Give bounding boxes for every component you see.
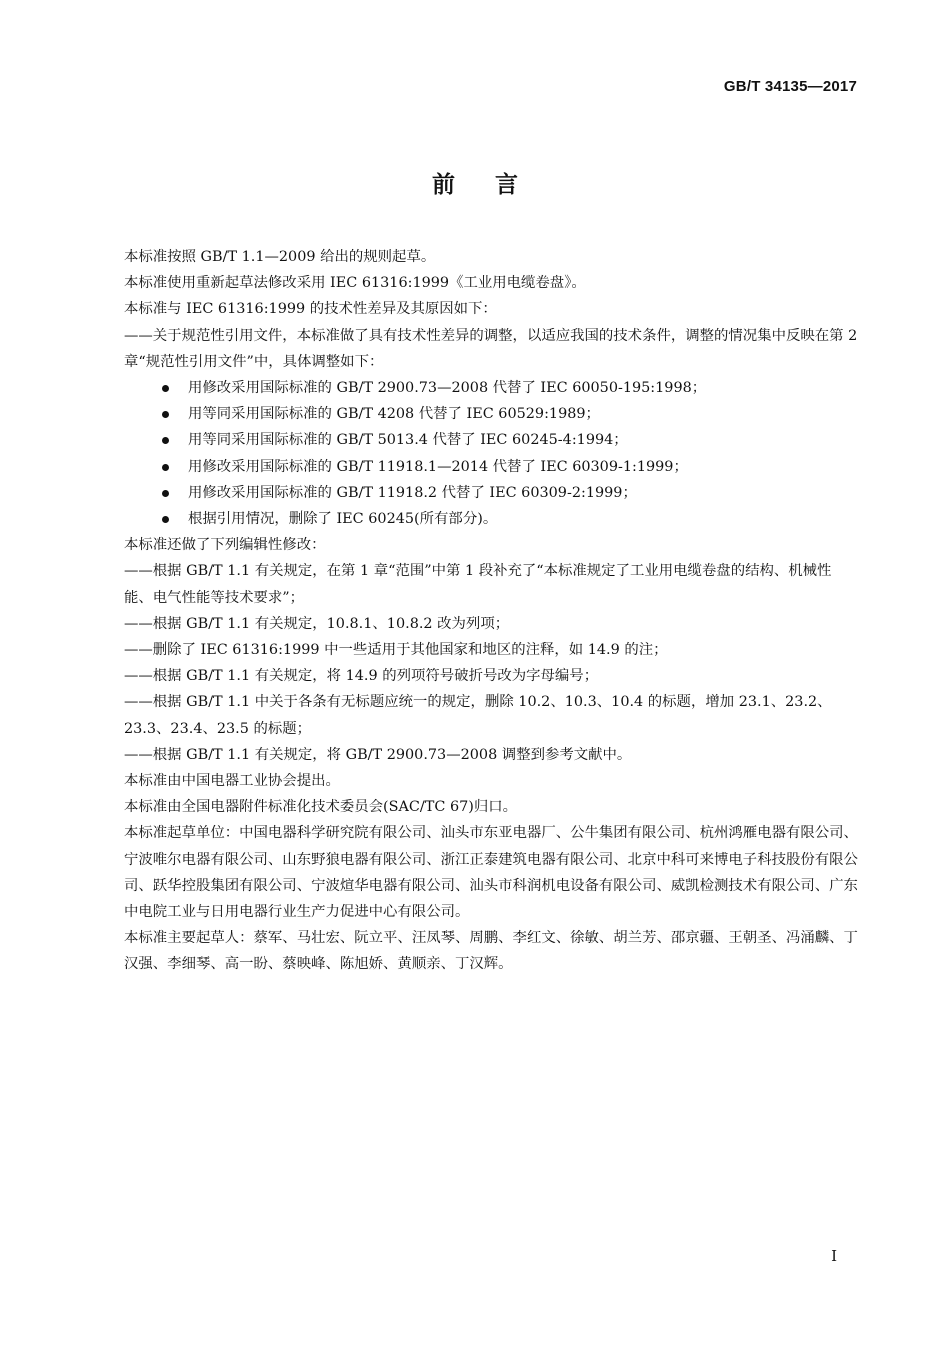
bullet-dot-icon — [162, 385, 169, 392]
bullet-text: 用等同采用国际标准的 GB/T 4208 代替了 IEC 60529:1989； — [188, 406, 600, 423]
page-title: 前言 — [432, 172, 558, 198]
bullet-dot-icon — [162, 490, 169, 497]
bullet-item — [124, 375, 858, 401]
bullet-text: 用等同采用国际标准的 GB/T 5013.4 代替了 IEC 60245-4:1994； — [188, 432, 628, 449]
paragraph: 本标准由全国电器附件标准化技术委员会(SAC/TC 67)归口。 — [124, 799, 518, 816]
drafting-organizations: 本标准起草单位：中国电器科学研究院有限公司、汕头市东亚电器厂、公牛集团有限公司、杭州鸿雁电器有限公司、宁波唯尔电器有限公司、山东野狼电器有限公司、浙江正泰建筑电器有限公司、北京中科可来博电子科技股份有限公司、跃华控股集团有限公司、宁波煊华电器有限公司、汕头市科润机电设备有限公司、威凯检测技术有限公司、广东中电院工业与日用电器行业生产力促进中心有限公司。 — [124, 825, 858, 921]
foreword-body — [124, 244, 858, 978]
bullet-list — [124, 375, 858, 532]
page-number: I — [831, 1247, 837, 1265]
bullet-text: 用修改采用国际标准的 GB/T 11918.1—2014 代替了 IEC 60309-1:1999； — [188, 458, 688, 475]
bullet-text: 用修改采用国际标准的 GB/T 11918.2 代替了 IEC 60309-2:1999； — [188, 484, 637, 501]
dash-item: ——根据 GB/T 1.1 有关规定，将 GB/T 2900.73—2008 调整到参考文献中。 — [124, 746, 632, 763]
paragraph: 本标准由中国电器工业协会提出。 — [124, 773, 340, 790]
bullet-dot-icon — [162, 437, 169, 444]
dash-item: ——删除了 IEC 61316:1999 中一些适用于其他国家和地区的注释，如 14.9 的注； — [124, 642, 668, 659]
paragraph: 本标准还做了下列编辑性修改： — [124, 537, 326, 554]
dash-item: ——根据 GB/T 1.1 中关于各条有无标题应统一的规定，删除 10.2、10.3、10.4 的标题，增加 23.1、23.2、23.3、23.4、23.5 的标题； — [124, 694, 832, 737]
bullet-text: 根据引用情况，删除了 IEC 60245(所有部分)。 — [188, 511, 498, 528]
bullet-dot-icon — [162, 464, 169, 471]
bullet-item — [124, 506, 858, 532]
bullet-item — [124, 480, 858, 506]
dash-item: ——根据 GB/T 1.1 有关规定，10.8.1、10.8.2 改为列项； — [124, 615, 510, 632]
dash-item: ——关于规范性引用文件，本标准做了具有技术性差异的调整，以适应我国的技术条件，调整的情况集中反映在第 2 章“规范性引用文件”中，具体调整如下： — [124, 327, 858, 370]
paragraph: 本标准与 IEC 61316:1999 的技术性差异及其原因如下： — [124, 301, 497, 318]
bullet-dot-icon — [162, 516, 169, 523]
dash-item: ——根据 GB/T 1.1 有关规定，在第 1 章“范围”中第 1 段补充了“本标准规定了工业用电缆卷盘的结构、机械性能、电气性能等技术要求”； — [124, 563, 832, 606]
standard-code: GB/T 34135—2017 — [723, 78, 857, 95]
paragraph: 本标准使用重新起草法修改采用 IEC 61316:1999《工业用电缆卷盘》。 — [124, 275, 586, 292]
bullet-text: 用修改采用国际标准的 GB/T 2900.73—2008 代替了 IEC 60050-195:1998； — [188, 380, 707, 397]
bullet-item — [124, 427, 858, 453]
bullet-item — [124, 454, 858, 480]
bullet-item — [124, 401, 858, 427]
paragraph: 本标准按照 GB/T 1.1—2009 给出的规则起草。 — [124, 249, 436, 265]
dash-item: ——根据 GB/T 1.1 有关规定，将 14.9 的列项符号破折号改为字母编号； — [124, 668, 599, 685]
bullet-dot-icon — [162, 411, 169, 418]
main-drafters: 本标准主要起草人：蔡军、马壮宏、阮立平、汪凤琴、周鹏、李红文、徐敏、胡兰芳、邵京疆、王朝圣、冯涌麟、丁汉强、李细琴、高一盼、蔡映峰、陈旭娇、黄顺亲、丁汉辉。 — [124, 930, 858, 973]
